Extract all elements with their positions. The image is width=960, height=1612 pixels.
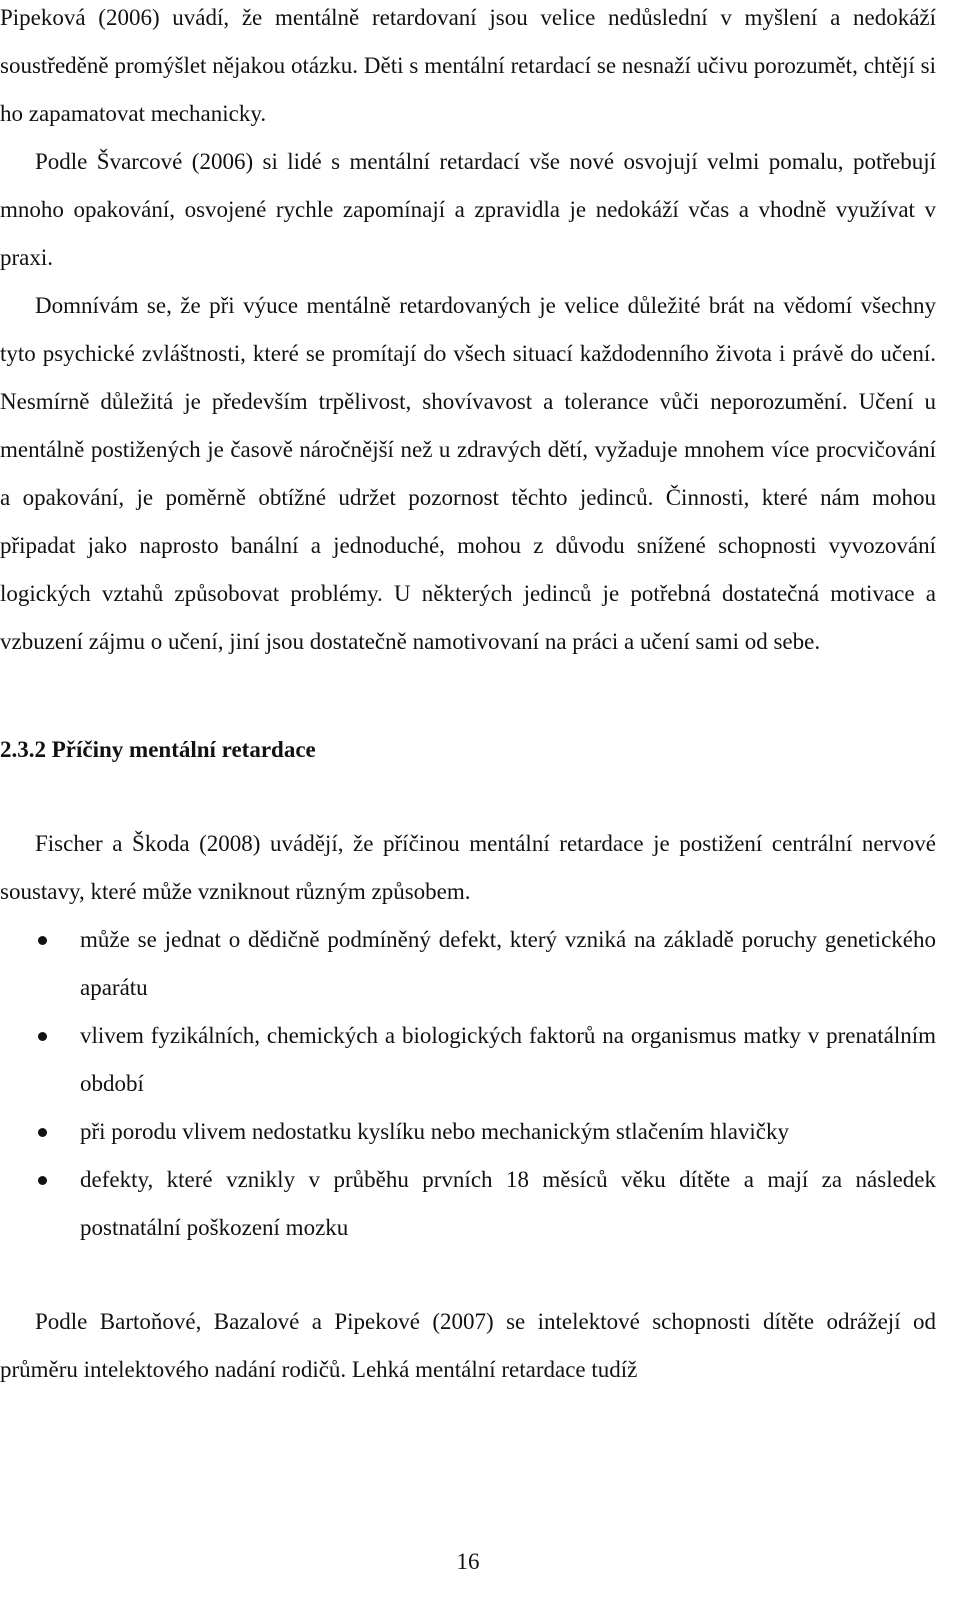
bullet-icon: [38, 1176, 47, 1185]
section-heading: 2.3.2 Příčiny mentální retardace: [0, 737, 316, 762]
paragraph: Podle Švarcové (2006) si lidé s mentální retardací vše nové osvojují velmi pomalu, potřebují mnoho opakování, osvojené rychle zapomínají a zpravidla je nedokáží včas a vhodně využívat v praxi.: [0, 149, 936, 270]
bullet-icon: [38, 936, 47, 945]
list-item-text: může se jednat o dědičně podmíněný defekt, který vzniká na základě poruchy genetického aparátu: [80, 927, 936, 1000]
list-item: [0, 1012, 936, 1108]
paragraph: Fischer a Škoda (2008) uvádějí, že příčinou mentální retardace je postižení centrální nervové soustavy, které může vzniknout různým způsobem.: [0, 831, 936, 904]
paragraph: Podle Bartoňové, Bazalové a Pipekové (2007) se intelektové schopnosti dítěte odrážejí od průměru intelektového nadání rodičů. Lehká mentální retardace tudíž: [0, 1309, 936, 1382]
list-item-text: vlivem fyzikálních, chemických a biologických faktorů na organismus matky v prenatálním období: [80, 1023, 936, 1096]
paragraph: Pipeková (2006) uvádí, že mentálně retardovaní jsou velice nedůslední v myšlení a nedokáží soustředěně promýšlet nějakou otázku. Děti s mentální retardací se nesnaží učivu porozumět, chtějí si ho zapamatovat mechanicky.: [0, 5, 936, 126]
bullet-list: [0, 916, 936, 1252]
page-number: 16: [456, 1549, 480, 1574]
list-item-text: defekty, které vznikly v průběhu prvních 18 měsíců věku dítěte a mají za následek postnatální poškození mozku: [80, 1167, 936, 1240]
paragraph: Domnívám se, že při výuce mentálně retardovaných je velice důležité brát na vědomí všechny tyto psychické zvláštnosti, které se promítají do všech situací každodenního života i právě do učení. Nesmírně důležitá je především trpělivost, shovívavost a tolerance vůči neporozumění. Učení u mentálně postižených je časově náročnější než u zdravých dětí, vyžaduje mnohem více procvičování a opakování, je poměrně obtížné udržet pozornost těchto jedinců. Činnosti, které nám mohou připadat jako naprosto banální a jednoduché, mohou z důvodu snížené schopnosti vyvozování logických vztahů způsobovat problémy. U některých jedinců je potřebná dostatečná motivace a vzbuzení zájmu o učení, jiní jsou dostatečně namotivovaní na práci a učení sami od sebe.: [0, 293, 936, 654]
list-item: [0, 1156, 936, 1252]
bullet-icon: [38, 1128, 47, 1137]
list-item: [0, 1108, 936, 1156]
bullet-icon: [38, 1032, 47, 1041]
list-item: [0, 916, 936, 1012]
list-item-text: při porodu vlivem nedostatku kyslíku nebo mechanickým stlačením hlavičky: [80, 1119, 790, 1144]
